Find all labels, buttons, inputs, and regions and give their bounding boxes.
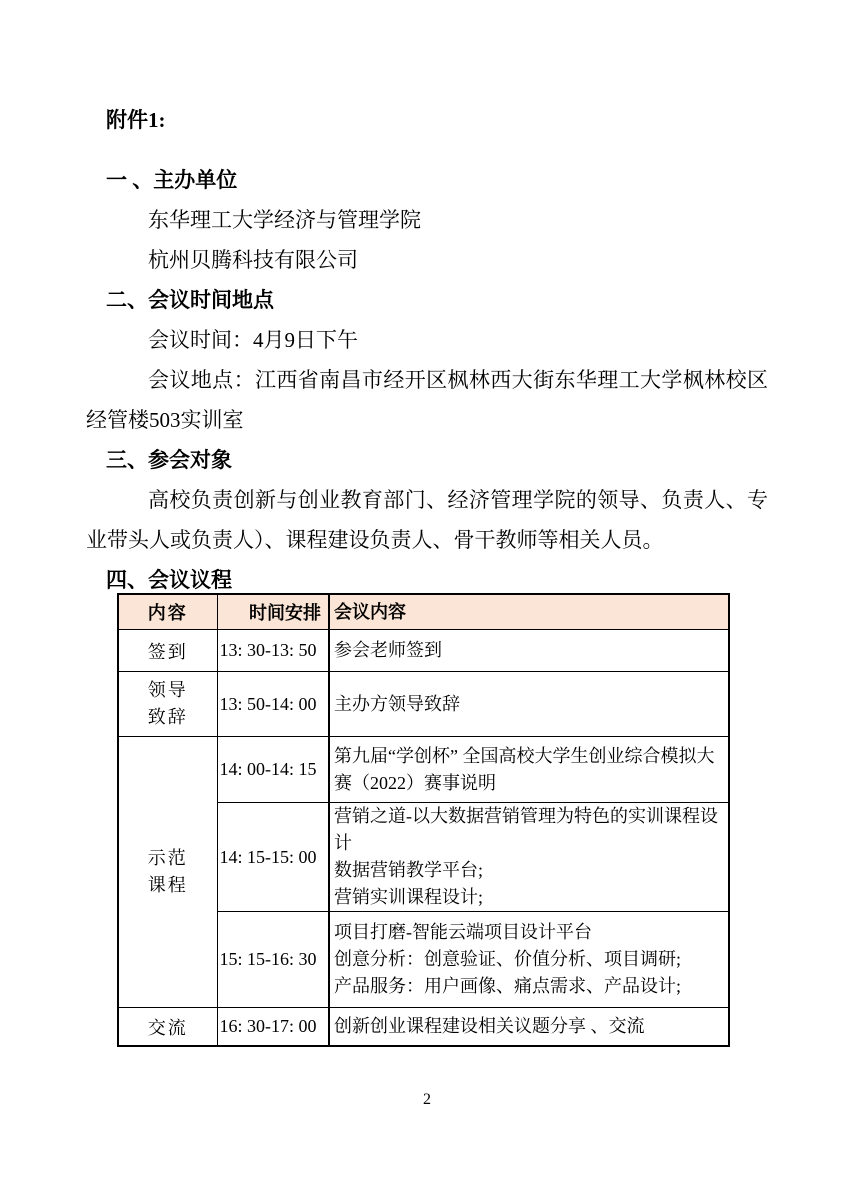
organizer-line: 东华理工大学经济与管理学院 — [148, 208, 421, 232]
agenda-header-meeting-content: 会议内容 — [329, 594, 729, 630]
label-line: 致辞 — [147, 707, 188, 727]
agenda-label-cell: 签到 — [118, 630, 217, 672]
content-line: 产品服务：用户画像、痛点需求、产品设计; — [334, 976, 681, 996]
table-row — [118, 737, 729, 803]
section-heading-agenda: 四、会议议程 — [106, 568, 232, 592]
content-line: 数据营销教学平台; — [334, 860, 484, 880]
agenda-label-cell — [118, 672, 217, 737]
page-number: 2 — [423, 1091, 431, 1108]
meeting-place-line: 会议地点：江西省南昌市经开区枫林西大街东华理工大学枫林校区 — [148, 368, 768, 392]
agenda-header-content: 内容 — [118, 594, 217, 630]
agenda-time-cell: 14: 15-15: 00 — [217, 803, 329, 912]
content-line: 项目打磨-智能云端项目设计平台 — [334, 922, 592, 942]
meeting-place-continuation: 经管楼503实训室 — [86, 408, 244, 432]
attachment-label: 附件1: — [106, 108, 166, 132]
label-line: 课程 — [147, 875, 188, 895]
agenda-content-cell — [329, 803, 729, 912]
agenda-content-cell: 创新创业课程建设相关议题分享 、交流 — [329, 1008, 729, 1047]
agenda-content-cell: 参会老师签到 — [329, 630, 729, 672]
content-line: 营销之道-以大数据营销管理为特色的实训课程设计 — [334, 806, 718, 853]
agenda-content-cell: 第九届“学创杯” 全国高校大学生创业综合模拟大赛（2022）赛事说明 — [329, 737, 729, 803]
agenda-label-cell: 交流 — [118, 1008, 217, 1047]
agenda-time-cell: 15: 15-16: 30 — [217, 912, 329, 1008]
label-line: 示范 — [147, 848, 188, 868]
agenda-time-cell: 16: 30-17: 00 — [217, 1008, 329, 1047]
agenda-content-cell — [329, 912, 729, 1008]
agenda-table — [117, 593, 730, 1047]
label-line: 领导 — [147, 680, 188, 700]
agenda-time-cell: 14: 00-14: 15 — [217, 737, 329, 803]
section-heading-organizers: 一 、主办单位 — [106, 168, 238, 192]
meeting-time-line: 会议时间：4月9日下午 — [148, 328, 358, 352]
attendees-continuation: 业带头人或负责人）、课程建设负责人、骨干教师等相关人员。 — [86, 528, 664, 552]
content-line: 创意分析：创意验证、价值分析、项目调研; — [334, 949, 681, 969]
agenda-label-cell-merged — [118, 737, 217, 1008]
attendees-line: 高校负责创新与创业教育部门、经济管理学院的领导、负责人、专 — [148, 488, 768, 512]
organizer-line: 杭州贝腾科技有限公司 — [148, 248, 358, 272]
section-heading-time-place: 二、会议时间地点 — [106, 288, 274, 312]
table-row — [118, 630, 729, 672]
agenda-time-cell: 13: 50-14: 00 — [217, 672, 329, 737]
content-line: 营销实训课程设计; — [334, 887, 484, 907]
agenda-time-cell: 13: 30-13: 50 — [217, 630, 329, 672]
table-row — [118, 1008, 729, 1047]
agenda-header-time: 时间安排 — [217, 594, 329, 630]
agenda-content-cell: 主办方领导致辞 — [329, 672, 729, 737]
section-heading-attendees: 三、参会对象 — [106, 448, 232, 472]
table-row — [118, 672, 729, 737]
